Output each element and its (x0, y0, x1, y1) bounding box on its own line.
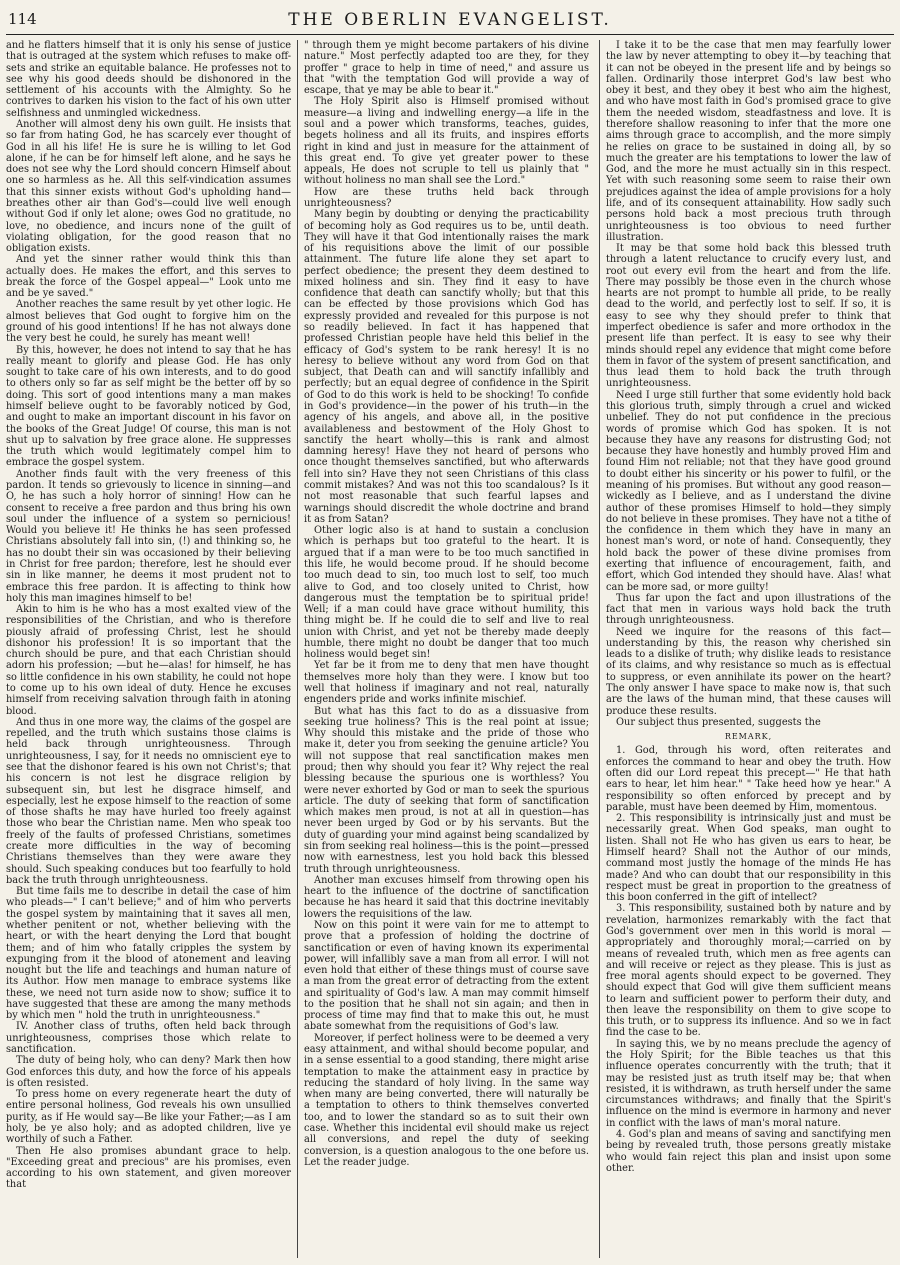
paragraph: Another finds fault with the very freeness of this pardon. It tends so grievously to licence in sinning—and O, he has such a holy horror of sinning! How can he consent to receive a free pardon and thus bring his own soul under the influence of a system so pernicious! Would you believe it! He thinks he has seen professed Christians absolutely fall into sin, (!) and thinking so, he has no doubt their sin was occasioned by their believing in Christ for free pardon; therefore, lest he should ever sin in like manner, he deems it most prudent not to embrace this free pardon. It is affecting to think how holy this man imagines himself to be! (6, 468, 291, 604)
text-column-1 (6, 40, 291, 1258)
paragraph: Our subject thus presented, suggests the (616, 716, 821, 728)
paragraph: Another will almost deny his own guilt. He insists that so far from hating God, he has scarcely ever thought of God in all his life! He is sure he is willing to let God alone, if he can be for himself left alone, and he says he does not see why the Lord should concern Himself about one so harmless as he. All this self-vindication assumes that this sinner exists without God's upholding hand—breathes other air than God's—could live well enough without God if only let alone; owes God no gratitude, no love, no obedience, and incurs none of the guilt of violating obligation, for the good reason that no obligation exists. (6, 118, 291, 255)
paragraph: Thus far upon the fact and upon illustrations of the fact that men in various ways hold back the truth through unrighteousness. (606, 592, 891, 627)
publication-title: THE OBERLIN EVANGELIST. (288, 10, 612, 30)
paragraph: Akin to him is he who has a most exalted view of the responsibilities of the Christian, and who is therefore piously afraid of professing Christ, lest he should dishonor his profession! It is so important that the church should be pure, and that each Christian should adorn his profession; —but he—alas! for himself, he has so little confidence in his own stability, he could not hope to come up to his own ideal of duty. Hence he excuses himself from receiving salvation through faith in atoning blood. (6, 604, 291, 717)
paragraph: Need I urge still further that some evidently hold back this glorious truth, simply through a cruel and wicked unbelief. They do not put confidence in the precious words of promise which God has spoken. It is not because they have any reasons for distrusting God; not because they have honestly and humbly proved Him and found Him not reliable; not that they have good ground to doubt either his sincerity or his power to fulfil, or the meaning of his promises. But without any good reason—wickedly as I believe, and as I understand the divine author of these promises Himself to hold—they simply do not believe in these promises. They have not a tithe of the confidence in them which they have in many an honest man's word, or note of hand. Consequently, they hold back the power of these divine promises from exerting that influence of encouragement, faith, and effort, which God intended they should have. Alas! what can be more sad, or more guilty! (606, 389, 891, 593)
paragraph: IV. Another class of truths, often held back through unrighteousness, comprises those which relate to sanctification. (6, 1021, 291, 1056)
paragraph: In saying this, we by no means preclude the agency of the Holy Spirit; for the Bible teaches us that this influence operates concurrently with the truth; that it may be resisted just as truth itself may be; that when resisted, it is withdrawn, as truth herself under the same circumstances withdraws; and finally that the Spirit's influence on the mind is evermore in harmony and never in conflict with the laws of man's moral nature. (606, 1038, 891, 1129)
paragraph: 2. This responsibility is intrinsically just and must be necessarily great. When God speaks, man ought to listen. Shall not He who has given us ears to hear, be Himself heard? Shall not the Author of our minds, command most justly the homage of the minds He has made? And who can doubt that our responsibility in this respect must be great in proportion to the greatness of this boon conferred in the gift of intellect? (606, 813, 891, 904)
paragraph: 4. God's plan and means of saving and sanctifying men being by revealed truth, those persons greatly mistake who would fain reject this plan and insist upon some other. (606, 1129, 891, 1174)
paragraph: 3. This responsibility, sustained both by nature and by revelation, harmonizes remarkably with the fact that God's government over men in this world is moral —appropriately and thoroughly moral;—carried on by means of revealed truth, which men as free agents can and will receive or reject as they please. This is just as free moral agents should expect to be governed. They should expect that God will give them sufficient means to learn and sufficient power to perform their duty, and then leave the responsibility on them to give scope to this truth, or to suppress its influence. And so we in fact find the case to be. (606, 903, 891, 1039)
paragraph: Yet far be it from me to deny that men have thought themselves more holy than they were. I know but too well that holiness if imaginary and not real, naturally engenders pride and works infinite mischief. (304, 660, 589, 706)
text-column-3 (606, 40, 891, 1258)
paragraph: How are these truths held back through unrighteousness? (304, 186, 589, 209)
paragraph: Moreover, if perfect holiness were to be deemed a very easy attainment, and withal should become popular, and in a sense essential to a good standing, there might arise temptation to make the attainment easy in practice by reducing the standard of holy living. In the same way when many are being converted, there will naturally be a temptation to others to think themselves converted too, and to lower the standard so as to suit their own case. Whether this incidental evil should make us reject all conversions, and repel the duty of seeking conversion, is a question analogous to the one before us. Let the reader judge. (304, 1032, 589, 1168)
paragraph: But what has this fact to do as a dissuasive from seeking true holiness? This is the real point at issue; Why should this mistake and the pride of those who make it, deter you from seeking the genuine article? You will not suppose that real sanctification makes men proud; then why should you fear it? Why reject the real blessing because the spurious one is worthless? You were never exhorted by God or man to seek the spurious article. The duty of seeking that form of sanctification which makes men proud, is not at all in question—has never been urged by God or by his servants. But the duty of guarding your mind against being scandalized by sin from seeking real holiness—this is the point—pressed now with earnestness, lest you hold back this blessed truth through unrighteousness. (304, 705, 589, 875)
paragraph: To press home on every regenerate heart the duty of entire personal holiness, God reveals his own unsullied purity, as if He would say—Be like your Father;—as I am holy, be ye also holy; and as adopted children, live ye worthily of such a Father. (6, 1089, 291, 1146)
paragraph: Other logic also is at hand to sustain a conclusion which is perhaps but too grateful to the heart. It is argued that if a man were to be too much sanctified in this life, he would become proud. If he should become too much dead to sin, too much lost to self, too much alive to God, and too closely united to Christ, how dangerous must the temptation be to spiritual pride! Well; if a man could have grace without humility, this thing might be. If he could die to self and live to real union with Christ, and yet not be thereby made deeply humble, there might no doubt be danger that too much holiness would beget sin! (304, 525, 589, 661)
paragraph: I take it to be the case that men may fearfully lower the law by never attempting to obey it—by teaching that it can not be obeyed in the present life and by beings so fallen. Ordinarily those interpret God's law best who obey it best, and they obey it best who aim the highest, and who have most faith in God's promised grace to give them the needed wisdom, steadfastness and love. It is therefore shallow reasoning to infer that the more one aims through grace to accomplish, and the more simply he relies on grace to be sustained in doing all, by so much the greater are his temptations to lower the law of God, and the more he must actually sin in this respect. Yet with such reasoning some seem to raise their own prejudices against the idea of ample provisions for a holy life, and of its consequent attainability. How sadly such persons hold back a most precious truth through unrighteousness is too obvious to need further illustration. (606, 40, 891, 243)
paragraph: The Holy Spirit also is Himself promised without measure—a living and indwelling energy—a life in the soul and a power which transforms, teaches, guides, begets holiness and all its fruits, and inspires efforts right in kind and just in measure for the attainment of this great end. To give yet greater power to these appeals, He does not scruple to tell us plainly that " without holiness no man shall see the Lord." (304, 96, 589, 187)
section-heading: REMARK, (724, 732, 773, 742)
paragraph: Many begin by doubting or denying the practicability of becoming holy as God requires us to be, until death. They will have it that God intentionally raises the mark of his requisitions above the limit of our possible attainment. The future life alone they set apart to perfect obedience; the present they deem destined to mixed holiness and sin. They find it easy to have confidence that death can sanctify wholly; but that this can be effected by those provisions which God has expressly provided and revealed for this purpose is not so readily believed. In fact it has happened that professed Christian people have held this belief in the efficacy of God's system to be rank heresy! It is no heresy to believe without any word from God on that subject, that Death can and will sanctify infallibly and perfectly; but an equal degree of confidence in the Spirit of God to do this work is held to be shocking! To confide in God's providence—in the power of his truth—in the agency of his angels, and above all, in the positive availableness and bestowment of the Holy Ghost to sanctify the heart wholly—this is rank and almost damning heresy! Have they not heard of persons who once thought themselves sanctified, but who afterwards fell into sin? Have they not seen Christians of this class commit mistakes? And was not this too scandalous? Is it not most reasonable that such fearful lapses and warnings should discredit the whole doctrine and brand it as from Satan? (304, 209, 589, 525)
paragraph: 1. God, through his word, often reiterates and enforces the command to hear and obey the truth. How often did our Lord repeat this precept—" He that hath ears to hear, let him hear." " Take heed how ye hear." A responsibility so often enforced by precept and by parable, must have been deemed by Him, momentous. (606, 745, 891, 813)
paragraph: And thus in one more way, the claims of the gospel are repelled, and the truth which sustains those claims is held back through unrighteousness. Through unrighteousness, I say, for it needs no omniscient eye to see that the dishonor feared is his own not Christ's; that his concern is not lest he disgrace religion by subsequent sin, but lest he disgrace himself, and especially, lest he expose himself to the reaction of some of those shafts he may have hurled too freely against those who bear the Christian name. Men who speak too freely of the faults of professed Christians, sometimes create more difficulties in the way of becoming Christians themselves than they were aware they should. Such speaking conduces but too fearfully to hold back the truth through unrighteousness. (6, 716, 291, 886)
paragraph: The duty of being holy, who can deny? Mark then how God enforces this duty, and how the force of his appeals is often resisted. (6, 1055, 291, 1089)
column-rule-right (599, 40, 600, 1258)
paragraph: By this, however, he does not intend to say that he has really meant to glorify and please God. He has only sought to take care of his own interests, and to do good to others only so far as self might be the better off by so doing. This sort of good intentions many a man makes himself believe ought to be favorably noticed by God, and ought to make an important discount in his favor on the books of the Great Judge! Of course, this man is not shut up to salvation by free grace alone. He suppresses the truth which would legitimately compel him to embrace the gospel system. (6, 344, 291, 469)
paragraph: It may be that some hold back this blessed truth through a latent reluctance to crucify every lust, and root out every evil from the heart and from the life. There may possibly be those even in the church whose hearts are not prompt to humble all pride, to be really dead to the world, and perfectly lost to self. If so, it is easy to see why they should prefer to think that imperfect obedience is safer and more orthodox in the present life than perfect. It is easy to see why their minds should repel any evidence that might come before them in favor of the system of present sanctification, and thus lead them to hold back the truth through unrighteousness. (606, 243, 891, 390)
paragraph: " through them ye might become partakers of his divine nature." Most perfectly adapted too are they, for they proffer " grace to help in time of need," and assure us that "with the temptation God will provide a way of escape, that ye may be able to bear it." (304, 40, 589, 97)
paragraph: Another man excuses himself from throwing open his heart to the influence of the doctrine of sanctification because he has heard it said that this doctrine inevitably lowers the requisitions of the law. (304, 874, 589, 920)
paragraph: Now on this point it were vain for me to attempt to prove that a profession of holding the doctrine of sanctification or even of having known its experimental power, will infallibly save a man from all error. I will not even hold that either of these things must of course save a man from the great error of detracting from the extent and spirituality of God's law. A man may commit himself to the position that he shall not sin again; and then in process of time may find that to make this out, he must abate somewhat from the requisitions of God's law. (304, 919, 589, 1033)
paragraph: And yet the sinner rather would think this than actually does. He makes the effort, and this serves to break the force of the Gospel appeal—" Look unto me and be ye saved." (6, 254, 291, 300)
text-column-2 (304, 40, 589, 1258)
paragraph: and he flatters himself that it is only his sense of justice that is outraged at the system which refuses to make off-sets and strike an equitable balance. He professes not to see why his good deeds should be dishonored in the settlement of his accounts with the Almighty. So he contrives to darken his vision to the fact of his own utter selfishness and unmingled wickedness. (6, 40, 291, 119)
column-rule-left (297, 40, 298, 1258)
paragraph: Need we inquire for the reasons of this fact—understanding by this, the reason why cherished sin leads to a dislike of truth; why dislike leads to resistance of its claims, and why resistance so much as is effectual to suppress, or even annihilate its power on the heart? The only answer I have space to make now is, that such are the laws of the human mind, that these causes will produce these results. (606, 626, 891, 717)
page-header (6, 8, 894, 35)
page-number: 114 (8, 10, 37, 28)
paragraph: Another reaches the same result by yet other logic. He almost believes that God ought to forgive him on the ground of his good intentions! If he has not always done the very best he could, he surely has meant well! (6, 299, 291, 345)
paragraph: Then He also promises abundant grace to help. "Exceeding great and precious" are his promises, even according to his own statement, and given moreover that (6, 1145, 291, 1191)
paragraph: But time fails me to describe in detail the case of him who pleads—" I can't believe;" and of him who perverts the gospel system by maintaining that it saves all men, whether penitent or not, whether believing with the heart, or with the heart denying the Lord that bought them; and of him who fatally cripples the system by expunging from it the blood of atonement and leaving nought but the life and teachings and human nature of its Author. How men manage to embrace systems like these, we need not turn aside now to show; suffice it to have suggested that these are among the many methods by which men " hold the truth in unrighteousness." (6, 886, 291, 1022)
